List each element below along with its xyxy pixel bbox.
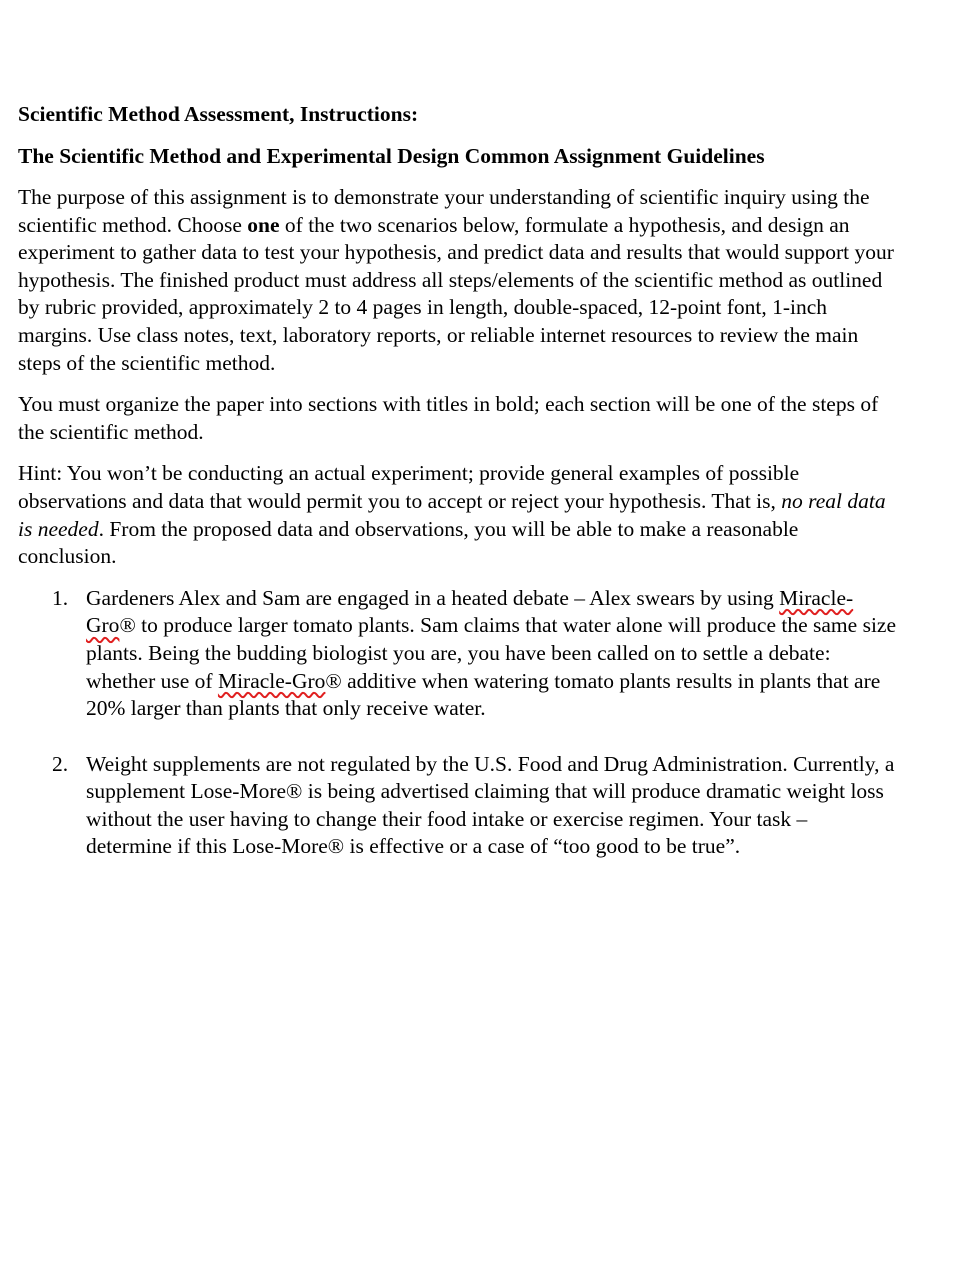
hint-paragraph — [18, 460, 898, 570]
document-subtitle: The Scientific Method and Experimental Design Common Assignment Guidelines — [18, 144, 765, 168]
intro-text-1: The purpose of this assignment is to demonstrate your understanding of scientific inquiry using the scientific method. Choose — [18, 185, 870, 237]
scenario-1-text-3: ® additive when watering tomato plants results in plants that are 20% larger than plants that only receive water. — [86, 668, 881, 721]
spellcheck-flag-miracle-gro[interactable]: Miracle-Gro — [86, 585, 854, 638]
hint-text-2: . From the proposed data and observations, you will be able to make a reasonable conclusion. — [18, 516, 799, 569]
intro-bold-choice: one — [247, 212, 280, 237]
scenario-2-text: Weight supplements are not regulated by the U.S. Food and Drug Administration. Currently, a supplement Lose-More® is being advertised claiming that will produce dramatic weight loss without the user having to change their food intake or exercise regimen. Your task – determine if this Lose-More® is effective or a case of “too good to be true”. — [86, 751, 895, 859]
intro-text-2: of the two scenarios below, formulate a hypothesis, and design an experiment to gather data to test your hypothesis, and predict data and results that would support your hypothesis. The finished product must address all steps/elements of the scientific method as outlined by rubric provided, approximately 2 to 4 pages in length, double-spaced, 12-point font, 1-inch margins. Use class notes, text, laboratory reports, or reliable internet resources to review the main steps of the scientific method. — [18, 212, 894, 375]
scenario-number: 1. — [52, 585, 69, 610]
intro-paragraph — [18, 184, 898, 377]
scenario-1-text-2: ® to produce larger tomato plants. Sam claims that water alone will produce the same size plants. Being the budding biologist you are, you have been called on to settle a debate: whether use of — [86, 613, 896, 693]
scenario-list — [18, 585, 898, 861]
scenario-item-1 — [18, 585, 898, 723]
document-page — [18, 100, 898, 889]
document-title: Scientific Method Assessment, Instructions: — [18, 102, 419, 126]
scenario-number: 2. — [52, 751, 69, 776]
scenario-1-text-1: Gardeners Alex and Sam are engaged in a heated debate – Alex swears by using — [86, 585, 780, 610]
scenario-item-2 — [18, 751, 898, 861]
hint-italic: no real data is needed — [18, 488, 886, 541]
hint-text-1: Hint: You won’t be conducting an actual experiment; provide general examples of possible observations and data that would permit you to accept or reject your hypothesis. That is, — [18, 461, 800, 513]
organize-paragraph: You must organize the paper into sections with titles in bold; each section will be one of the steps of the scientific method. — [18, 392, 879, 444]
spellcheck-flag-miracle-gro-2[interactable]: Miracle-Gro — [217, 668, 326, 693]
